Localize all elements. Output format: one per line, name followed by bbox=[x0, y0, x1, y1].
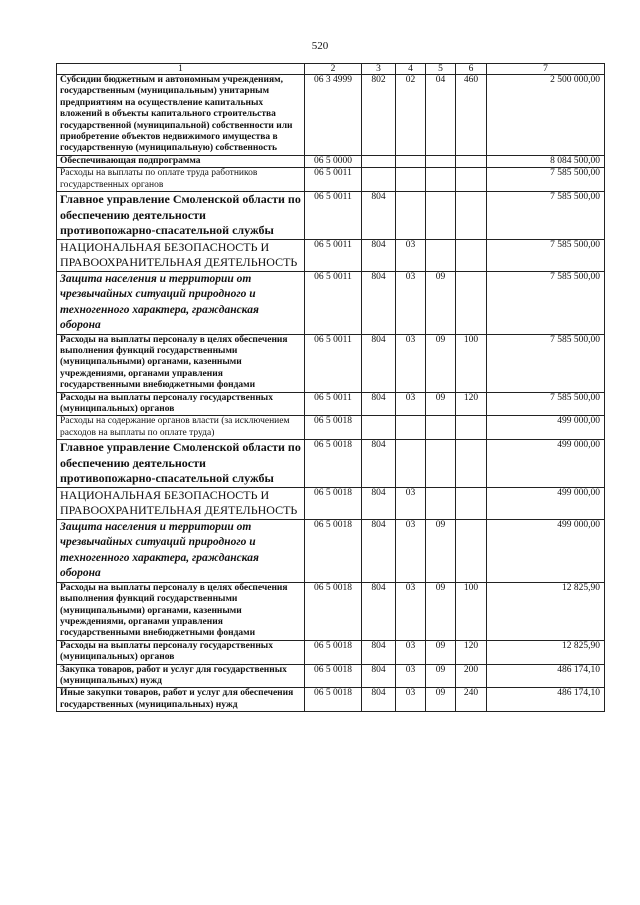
expense-type-code bbox=[456, 155, 487, 167]
subsection-code: 09 bbox=[426, 271, 456, 334]
section-code bbox=[396, 155, 426, 167]
row-name: Иные закупки товаров, работ и услуг для обеспечения государственных (муниципальных) нужд bbox=[57, 688, 305, 712]
row-name: Расходы на содержание органов власти (за исключением расходов на выплаты по оплате труда) bbox=[57, 416, 305, 440]
column-header: 2 bbox=[305, 64, 362, 75]
ministry-code bbox=[362, 168, 396, 192]
row-name: Субсидии бюджетным и автономным учреждениям, государственным (муниципальным) унитарным предприятиям на осуществление капитальных вложений в объекты капитального строительства государственной (муниципальной) собственности или приобретение объектов недвижимого имущества в государственную (муниципальную) собственность bbox=[57, 75, 305, 156]
amount: 8 084 500,00 bbox=[487, 155, 605, 167]
expense-type-code bbox=[456, 519, 487, 582]
section-code: 03 bbox=[396, 519, 426, 582]
amount: 7 585 500,00 bbox=[487, 192, 605, 240]
expense-type-code: 240 bbox=[456, 688, 487, 712]
subsection-code bbox=[426, 440, 456, 488]
section-code: 03 bbox=[396, 271, 426, 334]
subsection-code: 09 bbox=[426, 334, 456, 392]
subsection-code: 09 bbox=[426, 688, 456, 712]
subsection-code bbox=[426, 192, 456, 240]
column-header: 1 bbox=[57, 64, 305, 75]
target-code: 06 5 0011 bbox=[305, 192, 362, 240]
row-name: Защита населения и территории от чрезвычайных ситуаций природного и техногенного характера, гражданская оборона bbox=[57, 271, 305, 334]
section-code: 03 bbox=[396, 487, 426, 519]
ministry-code: 802 bbox=[362, 75, 396, 156]
amount: 499 000,00 bbox=[487, 416, 605, 440]
ministry-code: 804 bbox=[362, 192, 396, 240]
table-row bbox=[57, 75, 605, 156]
subsection-code: 09 bbox=[426, 640, 456, 664]
expense-type-code bbox=[456, 192, 487, 240]
target-code: 06 5 0011 bbox=[305, 334, 362, 392]
table-row bbox=[57, 155, 605, 167]
table-row bbox=[57, 271, 605, 334]
column-header: 5 bbox=[426, 64, 456, 75]
row-name: Расходы на выплаты персоналу государственных (муниципальных) органов bbox=[57, 392, 305, 416]
target-code: 06 5 0018 bbox=[305, 664, 362, 688]
amount: 499 000,00 bbox=[487, 440, 605, 488]
subsection-code: 09 bbox=[426, 392, 456, 416]
section-code: 03 bbox=[396, 688, 426, 712]
ministry-code: 804 bbox=[362, 487, 396, 519]
section-code bbox=[396, 192, 426, 240]
ministry-code: 804 bbox=[362, 582, 396, 640]
subsection-code bbox=[426, 487, 456, 519]
amount: 7 585 500,00 bbox=[487, 239, 605, 271]
row-name: Закупка товаров, работ и услуг для государственных (муниципальных) нужд bbox=[57, 664, 305, 688]
table-row bbox=[57, 582, 605, 640]
target-code: 06 5 0011 bbox=[305, 271, 362, 334]
target-code: 06 5 0018 bbox=[305, 582, 362, 640]
expense-type-code bbox=[456, 440, 487, 488]
amount: 7 585 500,00 bbox=[487, 392, 605, 416]
ministry-code: 804 bbox=[362, 519, 396, 582]
table-row bbox=[57, 239, 605, 271]
section-code: 03 bbox=[396, 334, 426, 392]
table-row bbox=[57, 440, 605, 488]
table-row bbox=[57, 664, 605, 688]
ministry-code: 804 bbox=[362, 392, 396, 416]
table-row bbox=[57, 487, 605, 519]
column-header: 4 bbox=[396, 64, 426, 75]
target-code: 06 5 0018 bbox=[305, 640, 362, 664]
table-body bbox=[57, 75, 605, 712]
subsection-code bbox=[426, 239, 456, 271]
expense-type-code bbox=[456, 416, 487, 440]
ministry-code: 804 bbox=[362, 440, 396, 488]
target-code: 06 5 0011 bbox=[305, 239, 362, 271]
amount: 7 585 500,00 bbox=[487, 271, 605, 334]
amount: 486 174,10 bbox=[487, 688, 605, 712]
target-code: 06 5 0018 bbox=[305, 519, 362, 582]
amount: 12 825,90 bbox=[487, 640, 605, 664]
subsection-code: 04 bbox=[426, 75, 456, 156]
row-name: НАЦИОНАЛЬНАЯ БЕЗОПАСНОСТЬ И ПРАВООХРАНИТЕЛЬНАЯ ДЕЯТЕЛЬНОСТЬ bbox=[57, 239, 305, 271]
row-name: Защита населения и территории от чрезвычайных ситуаций природного и техногенного характера, гражданская оборона bbox=[57, 519, 305, 582]
page-number: 520 bbox=[311, 40, 329, 52]
ministry-code: 804 bbox=[362, 688, 396, 712]
header-row bbox=[57, 64, 605, 75]
row-name: Расходы на выплаты по оплате труда работников государственных органов bbox=[57, 168, 305, 192]
amount: 2 500 000,00 bbox=[487, 75, 605, 156]
target-code: 06 5 0011 bbox=[305, 168, 362, 192]
section-code: 03 bbox=[396, 664, 426, 688]
expense-type-code bbox=[456, 487, 487, 519]
expense-type-code: 120 bbox=[456, 392, 487, 416]
target-code: 06 5 0018 bbox=[305, 688, 362, 712]
table-row bbox=[57, 168, 605, 192]
expense-type-code: 100 bbox=[456, 334, 487, 392]
column-header: 6 bbox=[456, 64, 487, 75]
row-name: Главное управление Смоленской области по обеспечению деятельности противопожарно-спасательной службы bbox=[57, 192, 305, 240]
section-code: 03 bbox=[396, 640, 426, 664]
row-name: Расходы на выплаты персоналу в целях обеспечения выполнения функций государственными (муниципальными) органами, казенными учреждениями, органами управления государственными внебюджетными фондами bbox=[57, 582, 305, 640]
section-code: 03 bbox=[396, 392, 426, 416]
table-row bbox=[57, 640, 605, 664]
expense-type-code bbox=[456, 239, 487, 271]
table-row bbox=[57, 416, 605, 440]
expense-type-code bbox=[456, 271, 487, 334]
ministry-code: 804 bbox=[362, 640, 396, 664]
ministry-code: 804 bbox=[362, 334, 396, 392]
amount: 499 000,00 bbox=[487, 487, 605, 519]
target-code: 06 5 0018 bbox=[305, 440, 362, 488]
expense-type-code bbox=[456, 168, 487, 192]
target-code: 06 5 0000 bbox=[305, 155, 362, 167]
target-code: 06 5 0011 bbox=[305, 392, 362, 416]
section-code: 03 bbox=[396, 582, 426, 640]
expense-type-code: 460 bbox=[456, 75, 487, 156]
row-name: Расходы на выплаты персоналу государственных (муниципальных) органов bbox=[57, 640, 305, 664]
section-code: 02 bbox=[396, 75, 426, 156]
row-name: Расходы на выплаты персоналу в целях обеспечения выполнения функций государственными (муниципальными) органами, казенными учреждениями, органами управления государственными внебюджетными фондами bbox=[57, 334, 305, 392]
target-code: 06 5 0018 bbox=[305, 487, 362, 519]
section-code bbox=[396, 416, 426, 440]
amount: 499 000,00 bbox=[487, 519, 605, 582]
section-code: 03 bbox=[396, 239, 426, 271]
amount: 486 174,10 bbox=[487, 664, 605, 688]
subsection-code bbox=[426, 416, 456, 440]
section-code bbox=[396, 168, 426, 192]
ministry-code: 804 bbox=[362, 664, 396, 688]
budget-table bbox=[56, 63, 605, 712]
column-header: 7 bbox=[487, 64, 605, 75]
expense-type-code: 100 bbox=[456, 582, 487, 640]
expense-type-code: 200 bbox=[456, 664, 487, 688]
subsection-code: 09 bbox=[426, 582, 456, 640]
row-name: НАЦИОНАЛЬНАЯ БЕЗОПАСНОСТЬ И ПРАВООХРАНИТЕЛЬНАЯ ДЕЯТЕЛЬНОСТЬ bbox=[57, 487, 305, 519]
subsection-code: 09 bbox=[426, 664, 456, 688]
row-name: Обеспечивающая подпрограмма bbox=[57, 155, 305, 167]
ministry-code: 804 bbox=[362, 271, 396, 334]
section-code bbox=[396, 440, 426, 488]
target-code: 06 5 0018 bbox=[305, 416, 362, 440]
expense-type-code: 120 bbox=[456, 640, 487, 664]
table-row bbox=[57, 519, 605, 582]
amount: 12 825,90 bbox=[487, 582, 605, 640]
table-row bbox=[57, 688, 605, 712]
ministry-code: 804 bbox=[362, 239, 396, 271]
subsection-code: 09 bbox=[426, 519, 456, 582]
amount: 7 585 500,00 bbox=[487, 334, 605, 392]
subsection-code bbox=[426, 155, 456, 167]
subsection-code bbox=[426, 168, 456, 192]
table-row bbox=[57, 334, 605, 392]
amount: 7 585 500,00 bbox=[487, 168, 605, 192]
target-code: 06 3 4999 bbox=[305, 75, 362, 156]
column-header: 3 bbox=[362, 64, 396, 75]
ministry-code bbox=[362, 155, 396, 167]
table-row bbox=[57, 392, 605, 416]
row-name: Главное управление Смоленской области по обеспечению деятельности противопожарно-спасательной службы bbox=[57, 440, 305, 488]
table-row bbox=[57, 192, 605, 240]
ministry-code bbox=[362, 416, 396, 440]
